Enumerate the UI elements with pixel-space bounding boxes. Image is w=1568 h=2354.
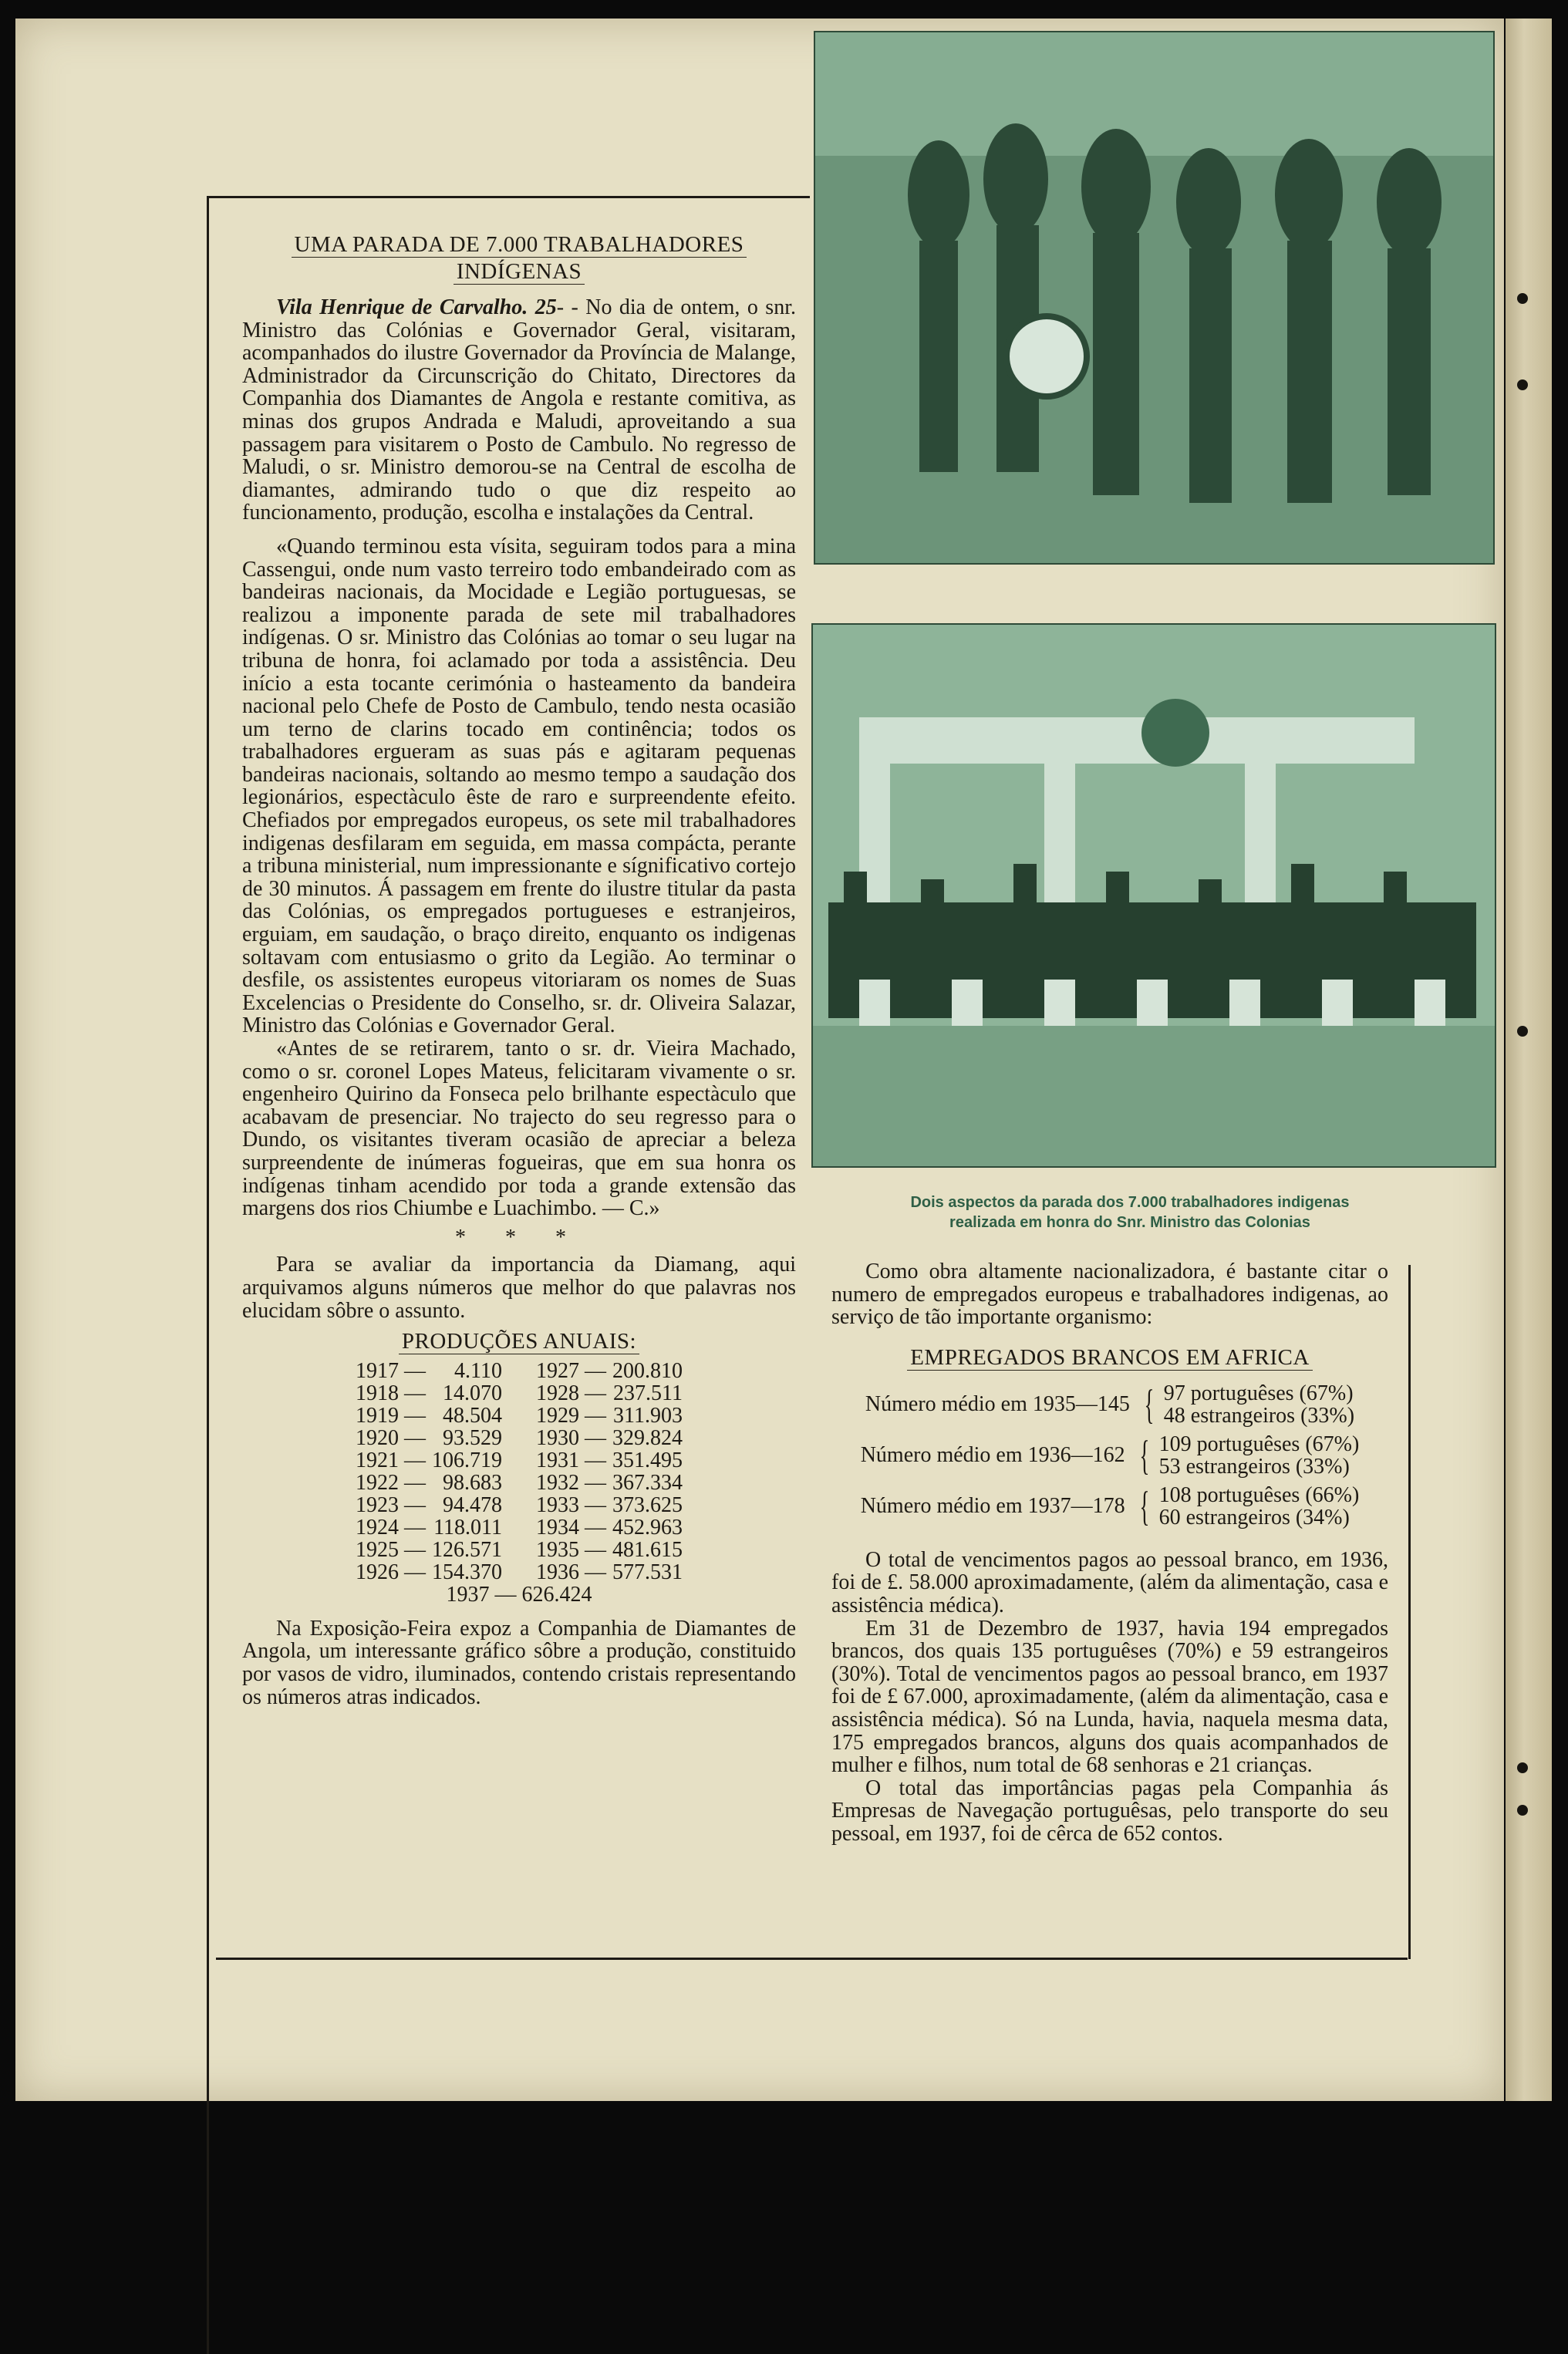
production-cell: 577.531 (612, 1560, 683, 1585)
production-cell: 118.011 (433, 1516, 502, 1540)
production-cell: 1917 — (356, 1359, 426, 1384)
production-cell: 106.719 (432, 1448, 502, 1473)
article-paragraph: Como obra altamente nacionalizadora, é bastante citar o numero de empregados europeus e trabalhadores indigenas, ao serviço de tão importante organismo: (831, 1260, 1388, 1330)
production-cell: 1920 — (356, 1426, 426, 1451)
production-cell: 1929 — (536, 1404, 606, 1428)
production-cell: 1918 — (356, 1381, 426, 1406)
production-cell: 48.504 (443, 1404, 502, 1428)
binding-spine (1506, 19, 1552, 2101)
production-cell: 1922 — (356, 1471, 426, 1496)
production-row (352, 1427, 686, 1449)
production-cell: 452.963 (612, 1516, 683, 1540)
production-cell: 1936 — (536, 1560, 606, 1585)
employees-portuguese: 109 portuguêses (67%) (1158, 1432, 1360, 1456)
paragraph-text: - - No dia de ontem, o snr. Ministro das Colónias e Governador Geral, visitaram, acompanhados do ilustre Governador da Província de Malange, Administrador da Circunscrição do Chitato, Directores da Companhia dos Diamantes de Angola e restante comitiva, as minas dos grupos Andrada e Maludi, aproveitando a sua passagem para visitarem o Posto de Cambulo. No regresso de Maludi, o sr. Ministro demorou-se na Central de escolha de diamantes, admirando tudo o que diz respeito ao funcionamento, produção, escolha e instalações da Central. (242, 295, 796, 525)
left-column (242, 231, 796, 1708)
employees-row (831, 1433, 1388, 1478)
article-paragraph (242, 296, 796, 524)
employees-portuguese: 97 portuguêses (67%) (1163, 1381, 1354, 1405)
binding-hole (1517, 379, 1528, 390)
production-row (352, 1449, 686, 1472)
production-cell: 481.615 (612, 1538, 683, 1563)
production-row (352, 1516, 686, 1539)
photo-parade (811, 623, 1496, 1168)
production-table (352, 1360, 686, 1583)
production-row (352, 1561, 686, 1583)
employees-values (1164, 1382, 1354, 1427)
employees-label: Número médio em 1935—145 (865, 1391, 1130, 1416)
production-cell: 1932 — (536, 1471, 606, 1496)
employees-title (831, 1344, 1388, 1371)
photo-caption (814, 1192, 1446, 1233)
employees-foreign: 53 estrangeiros (33%) (1158, 1454, 1350, 1479)
section-separator: * * * (455, 1225, 583, 1250)
production-cell: 1928 — (536, 1381, 606, 1406)
photo-marching-band-illustration (815, 32, 1493, 563)
production-row (352, 1360, 686, 1382)
box-top-rule (207, 196, 810, 198)
article-paragraph: «Antes de se retirarem, tanto o sr. dr. Vieira Machado, como o sr. coronel Lopes Mateus, felicitaram vivamente o sr. engenheiro Quirino da Fonseca pelo brilhante espectàculo que acabavam de presenciar. No trajecto do seu regresso para o Dundo, os visitantes tiveram ocasião de apreciar a beleza surpreendente de inúmeras fogueiras, que em sua honra os indígenas tinham acendido por toda a grande extensão das margens dos rios Chiumbe e Luachimbo. — C.» (242, 1037, 796, 1221)
dateline: Vila Henrique de Carvalho. 25 (276, 295, 557, 319)
production-row (352, 1405, 686, 1427)
article-title-line1: UMA PARADA DE 7.000 TRABALHADORES (292, 232, 747, 258)
production-row (352, 1382, 686, 1405)
photo-caption-line: realizada em honra do Snr. Ministro das Colonias (949, 1214, 1310, 1231)
production-cell: 329.824 (612, 1426, 683, 1451)
production-cell: 1921 — (356, 1448, 426, 1473)
employees-list (831, 1382, 1388, 1529)
brace-glyph: { (1139, 1482, 1150, 1529)
production-cell: 98.683 (443, 1471, 502, 1496)
employees-title-text: EMPREGADOS BRANCOS EM AFRICA (907, 1345, 1313, 1371)
brace-glyph: { (1144, 1381, 1155, 1428)
photo-parade-illustration (813, 625, 1495, 1166)
box-right-rule (1408, 1265, 1411, 1959)
production-cell: 1933 — (536, 1493, 606, 1518)
photo-caption-line: Dois aspectos da parada dos 7.000 trabalhadores indigenas (910, 1194, 1350, 1211)
article-paragraph: O total das importâncias pagas pela Companhia ás Empresas de Navegação portuguêsas, pelo transporte do seu pessoal, em 1937, foi de cêrca de 652 contos. (831, 1776, 1388, 1846)
binding-hole (1517, 1762, 1528, 1773)
employees-label: Número médio em 1937—178 (860, 1493, 1125, 1518)
article-paragraph: «Quando terminou esta vísita, seguiram todos para a mina Cassengui, onde num vasto terreiro todo embandeirado com as bandeiras nacionais, da Mocidade e Legião portuguesas, se realizou a imponente parada de sete mil trabalhadores indígenas. O sr. Ministro das Colónias ao tomar o seu lugar na tribuna de honra, foi aclamado por toda a assistência. Deu início a esta tocante cerimónia o hasteamento da bandeira nacional pelo Chefe de Posto de Cambulo, tendo nesta ocasião um terno de clarins tocado em continência; todos os trabalhadores ergueram as suas pás e agitaram pequenas bandeiras nacionais, soltando ao mesmo tempo a saudação dos legionários, espectàculo êste de raro e surpreendente efeito. Chefiados por empregados europeus, os sete mil trabalhadores indigenas desfilaram em seguida, em massa compácta, perante a tribuna ministerial, num impressionante e sígnificativo cortejo de 30 minutos. Á passagem em frente do ilustre titular da pasta das Colónias, os empregados portugueses e estranjeiros, erguiam, em saudação, o braço direito, enquanto os indigenas soltavam com entusiasmo o grito da Legião. Ao terminar o desfile, os assistentes europeus vitoriaram os nomes de Suas Excelencias o Presidente do Conselho, sr. dr. Oliveira Salazar, Ministro das Colónias e Governador Geral. (242, 534, 796, 1038)
production-cell: 1927 — (536, 1359, 606, 1384)
production-cell: 311.903 (613, 1404, 683, 1428)
article-title (242, 231, 796, 285)
production-title-text: PRODUÇÕES ANUAIS: (399, 1329, 639, 1354)
article-paragraph: Em 31 de Dezembro de 1937, havia 194 empregados brancos, dos quais 135 portuguêses (70%) e 59 estrangeiros (30%). Total de vencimentos pagos ao pessoal branco, em 1937 foi de £ 67.000, aproximadamente, (além da alimentação, casa e assistência médica). Só na Lunda, havia, naquela mesma data, 175 empregados brancos, alguns dos quais acompanhados de mulher e filhos, num total de 68 senhoras e 21 crianças. (831, 1616, 1388, 1778)
right-column (831, 1260, 1388, 1846)
production-cell: 126.571 (432, 1538, 502, 1563)
production-cell: 237.511 (613, 1381, 683, 1406)
binding-hole (1517, 1805, 1528, 1816)
employees-values (1159, 1433, 1360, 1478)
production-cell: 1923 — (356, 1493, 426, 1518)
article-paragraph: O total de vencimentos pagos ao pessoal branco, em 1936, foi de £. 58.000 aproximadamente, (além da alimentação, casa e assistência médica). (831, 1547, 1388, 1617)
production-cell: 1934 — (536, 1516, 606, 1540)
photo-marching-band (814, 31, 1495, 565)
production-cell: 4.110 (454, 1359, 502, 1384)
production-cell: 94.478 (443, 1493, 502, 1518)
production-cell: 1926 — (356, 1560, 426, 1585)
production-cell: 373.625 (612, 1493, 683, 1518)
employees-foreign: 60 estrangeiros (34%) (1158, 1505, 1350, 1529)
production-cell: 1924 — (356, 1516, 426, 1540)
article-paragraph: Para se avaliar da importancia da Diamang, aqui arquivamos alguns números que melhor do que palavras nos elucidam sôbre o assunto. (242, 1253, 796, 1323)
employees-portuguese: 108 portuguêses (66%) (1158, 1482, 1360, 1507)
binding-hole (1517, 293, 1528, 304)
production-cell: 1925 — (356, 1538, 426, 1563)
binding-hole (1517, 1026, 1528, 1037)
article-title-line2: INDÍGENAS (454, 259, 585, 285)
production-cell: 14.070 (443, 1381, 502, 1406)
production-row (352, 1472, 686, 1494)
production-cell: 367.334 (612, 1471, 683, 1496)
employees-foreign: 48 estrangeiros (33%) (1163, 1403, 1355, 1428)
production-cell: 1935 — (536, 1538, 606, 1563)
production-row (352, 1494, 686, 1516)
production-cell: 1919 — (356, 1404, 426, 1428)
employees-row (831, 1484, 1388, 1529)
production-cell: 200.810 (612, 1359, 683, 1384)
production-title (242, 1328, 796, 1355)
employees-row (831, 1382, 1388, 1427)
production-cell: 93.529 (443, 1426, 502, 1451)
box-left-rule (207, 196, 209, 2354)
brace-glyph: { (1139, 1432, 1150, 1479)
employees-values (1159, 1484, 1360, 1529)
production-row-1937: 1937 — 626.424 (446, 1583, 592, 1607)
article-paragraph: Na Exposição-Feira expoz a Companhia de Diamantes de Angola, um interessante gráfico sôbre a produção, constituido por vasos de vidro, iluminados, contendo cristais representando os números atras indicados. (242, 1616, 796, 1709)
production-cell: 1930 — (536, 1426, 606, 1451)
production-row (352, 1539, 686, 1561)
production-cell: 154.370 (432, 1560, 502, 1585)
production-cell: 1931 — (536, 1448, 606, 1473)
production-cell: 351.495 (612, 1448, 683, 1473)
employees-label: Número médio em 1936—162 (860, 1442, 1125, 1467)
box-bottom-rule (216, 1958, 1408, 1960)
